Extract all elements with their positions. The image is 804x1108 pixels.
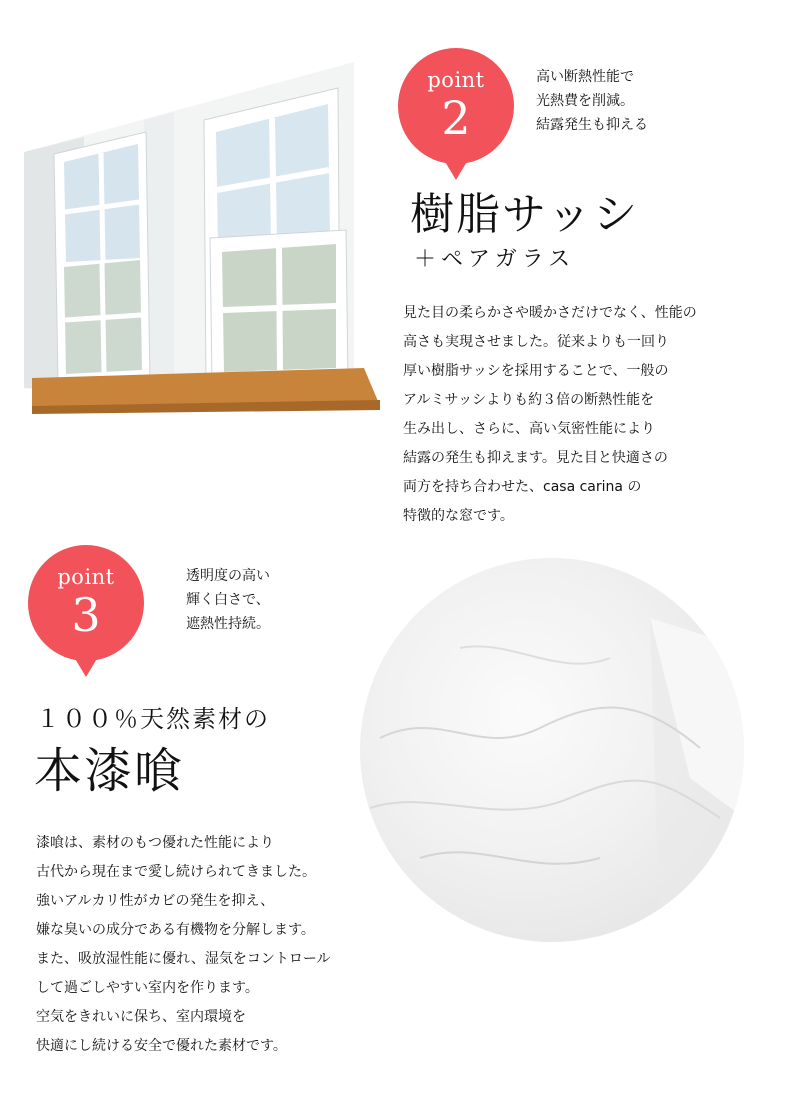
- point-2-note: [536, 65, 648, 137]
- point-3-title: 本漆喰: [34, 743, 185, 799]
- badge-number: 3: [71, 588, 101, 642]
- badge-label: point: [57, 565, 115, 589]
- body-line: 強いアルカリ性がカビの発生を抑え、: [36, 893, 275, 909]
- note-line: 光熱費を削減。: [536, 93, 634, 109]
- note-line: 遮熱性持続。: [186, 616, 270, 632]
- body-line: 結露の発生も抑えます。見た目と快適さの: [403, 450, 668, 466]
- body-line: 漆喰は、素材のもつ優れた性能により: [36, 835, 274, 851]
- note-line: 高い断熱性能で: [536, 69, 634, 85]
- body-line: 特徴的な窓です。: [403, 508, 514, 524]
- note-line: 透明度の高い: [186, 568, 270, 584]
- body-line: 嫌な臭いの成分である有機物を分解します。: [36, 922, 315, 938]
- body-line: 見た目の柔らかさや暖かさだけでなく、性能の: [403, 305, 697, 321]
- body-line: 快適にし続ける安全で優れた素材です。: [36, 1038, 287, 1054]
- note-line: 結露発生も抑える: [536, 117, 648, 133]
- point-2-badge: [398, 48, 514, 164]
- plaster-texture: [360, 558, 744, 942]
- note-line: 輝く白さで、: [186, 592, 270, 608]
- point-2-subtitle: ＋ペアガラス: [414, 247, 576, 272]
- window-photo: [24, 62, 386, 434]
- plaster-photo: [360, 558, 744, 942]
- point-2-title: 樹脂サッシ: [410, 189, 640, 240]
- body-line: また、吸放湿性能に優れ、湿気をコントロール: [36, 951, 331, 967]
- point-3-body: [36, 829, 331, 1061]
- body-line: して過ごしやすい室内を作ります。: [36, 980, 259, 996]
- body-line: 生み出し、さらに、高い気密性能により: [403, 421, 655, 437]
- body-line: 両方を持ち合わせた、casa carina の: [403, 479, 642, 495]
- badge-number: 2: [441, 91, 471, 145]
- badge-label: point: [427, 68, 485, 92]
- point-2-body: [403, 299, 697, 531]
- body-line: アルミサッシよりも約３倍の断熱性能を: [403, 392, 655, 408]
- body-line: 高さも実現させました。従来よりも一回り: [403, 334, 669, 350]
- body-line: 空気をきれいに保ち、室内環境を: [36, 1009, 246, 1025]
- point-3-badge: [28, 545, 144, 661]
- body-line: 古代から現在まで愛し続けられてきました。: [36, 864, 316, 880]
- body-line: 厚い樹脂サッシを採用することで、一般の: [403, 363, 669, 379]
- point-3-subtitle: １００％天然素材の: [36, 705, 270, 733]
- point-3-note: [186, 564, 270, 636]
